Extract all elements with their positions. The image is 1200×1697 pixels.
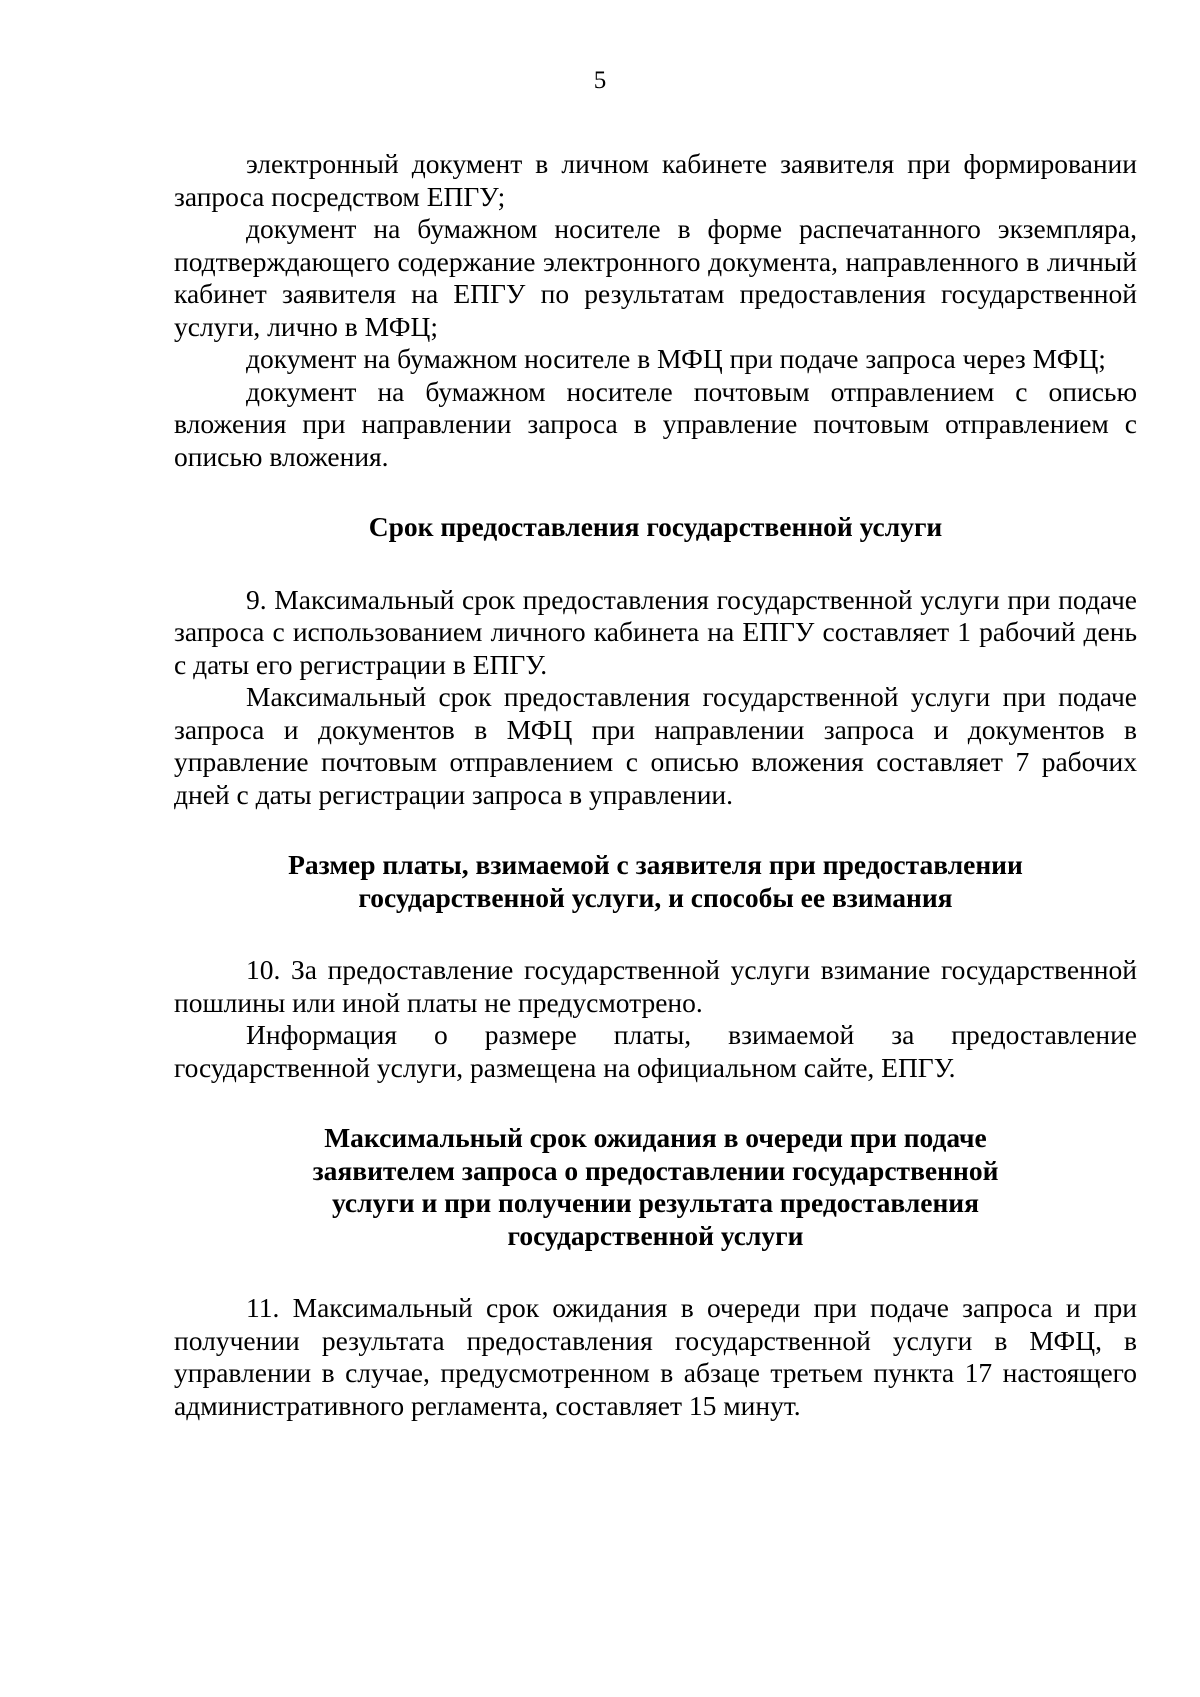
paragraph: электронный документ в личном кабинете заявителя при формировании запроса посредством ЕПГУ; bbox=[174, 148, 1137, 212]
heading-line: Срок предоставления государственной услуги bbox=[368, 511, 943, 542]
section-service-term bbox=[174, 584, 1137, 812]
section-heading bbox=[174, 1122, 1137, 1252]
paragraph: документ на бумажном носителе в форме распечатанного экземпляра, подтверждающего содержание электронного документа, направленного в личный кабинет заявителя на ЕПГУ по результатам предоставления государственной услуги, лично в МФЦ; bbox=[174, 213, 1137, 342]
section-heading bbox=[174, 511, 1137, 544]
section-heading bbox=[174, 849, 1137, 914]
paragraph: документ на бумажном носителе почтовым отправлением с описью вложения при направлении запроса в управление почтовым отправлением с описью вложения. bbox=[174, 375, 1137, 472]
heading-line: Максимальный срок ожидания в очереди при подаче bbox=[324, 1122, 987, 1153]
section-result-forms bbox=[174, 148, 1137, 473]
page-number: 5 bbox=[593, 67, 607, 94]
heading-line: услуги и при получении результата предоставления bbox=[331, 1187, 980, 1218]
paragraph: Максимальный срок предоставления государственной услуги при подаче запроса и документов в МФЦ при направлении запроса и документов в управление почтовым отправлением с описью вложения составляет 7 рабочих дней с даты регистрации запроса в управлении. bbox=[174, 681, 1137, 810]
paragraph: 10. За предоставление государственной услуги взимание государственной пошлины или иной платы не предусмотрено. bbox=[174, 954, 1137, 1018]
paragraph: 11. Максимальный срок ожидания в очереди при подаче запроса и при получении результата предоставления государственной услуги в МФЦ, в управлении в случае, предусмотренном в абзаце третьем пункта 17 настоящего административного регламента, составляет 15 минут. bbox=[174, 1292, 1137, 1421]
heading-line: государственной услуги bbox=[507, 1219, 804, 1251]
document-body bbox=[174, 148, 1137, 1422]
heading-line: Размер платы, взимаемой с заявителя при предоставлении bbox=[288, 849, 1023, 880]
paragraph: 9. Максимальный срок предоставления государственной услуги при подаче запроса с использованием личного кабинета на ЕПГУ составляет 1 рабочий день с даты его регистрации в ЕПГУ. bbox=[174, 583, 1137, 680]
heading-line: заявителем запроса о предоставлении государственной bbox=[312, 1154, 999, 1186]
section-queue-time bbox=[174, 1292, 1137, 1422]
section-fee bbox=[174, 954, 1137, 1084]
heading-line: государственной услуги, и способы ее взимания bbox=[358, 881, 953, 913]
paragraph: Информация о размере платы, взимаемой за предоставление государственной услуги, размещена на официальном сайте, ЕПГУ. bbox=[174, 1019, 1137, 1083]
paragraph: документ на бумажном носителе в МФЦ при подаче запроса через МФЦ; bbox=[246, 343, 1106, 374]
